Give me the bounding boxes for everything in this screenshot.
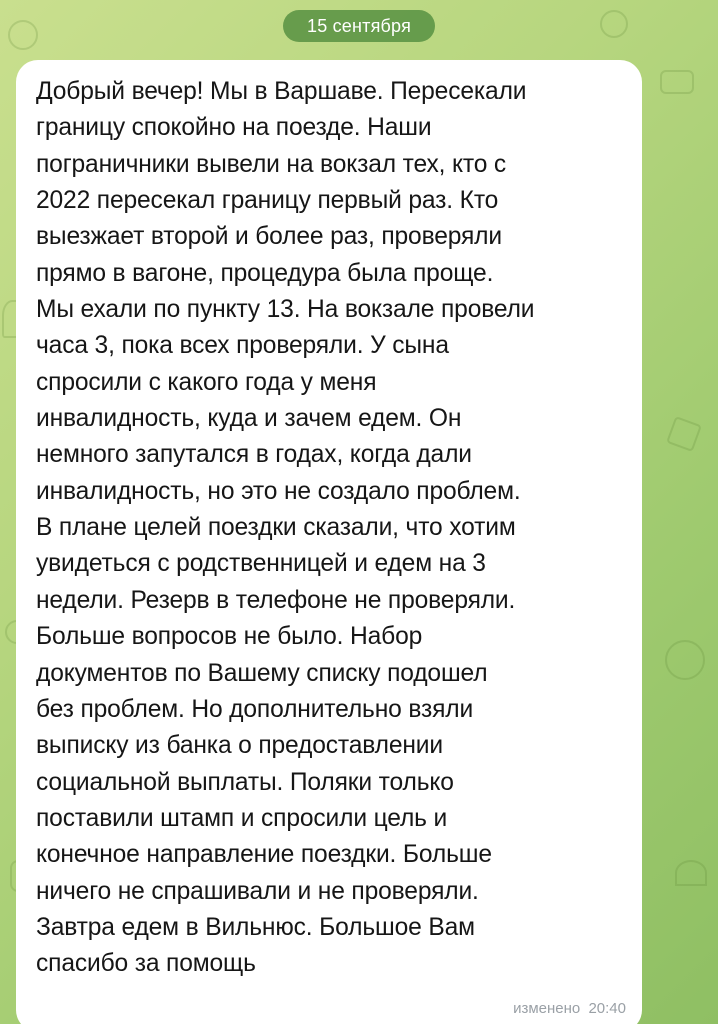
doodle-umbrella <box>675 860 707 886</box>
message-meta <box>513 1000 626 1017</box>
doodle-pizza <box>665 640 705 680</box>
doodle-square <box>666 416 702 452</box>
edited-label: изменено <box>513 1000 581 1017</box>
doodle-circle <box>8 20 38 50</box>
doodle-circle <box>600 10 628 38</box>
doodle-rect <box>660 70 694 94</box>
message-text: Добрый вечер! Мы в Варшаве. Пересекали границу спокойно на поезде. Наши пограничники вывели на вокзал тех, кто с 2022 пересекал границу первый раз. Кто выезжает второй и более раз, проверяли прямо в вагоне, процедура была проще. Мы ехали по пункту 13. На вокзале провели часа 3, пока всех проверяли. У сына спросили с какого года у меня инвалидность, куда и зачем едем. Он немного запутался в годах, когда дали инвалидность, но это не создало проблем. В плане целей поездки сказали, что хотим увидеться с родственницей и едем на 3 недели. Резерв в телефоне не проверяли. Больше вопросов не было. Набор документов по Вашему списку подошел без проблем. Но дополнительно взяли выписку из банка о предоставлении социальной выплаты. Поляки только поставили штамп и спросили цель и конечное направление поездки. Больше ничего не спрашивали и не проверяли. Завтра едем в Вильнюс. Большое Вам спасибо за помощь <box>36 78 535 978</box>
date-separator: 15 сентября <box>283 10 435 42</box>
message-bubble[interactable] <box>16 60 642 1024</box>
message-time: 20:40 <box>588 1000 626 1017</box>
